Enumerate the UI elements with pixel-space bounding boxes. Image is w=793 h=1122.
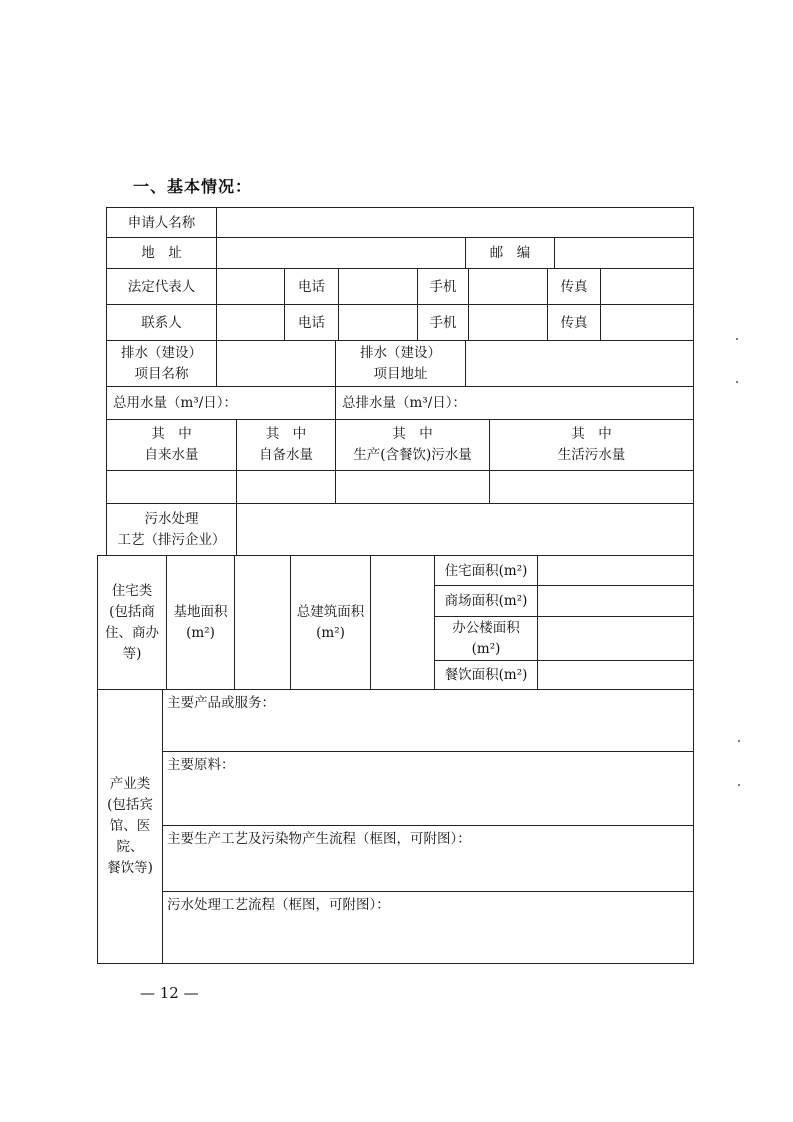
project-address-label-line1: 排水（建设） bbox=[360, 344, 441, 361]
address-input[interactable] bbox=[216, 237, 466, 269]
address-label: 地 址 bbox=[106, 237, 217, 269]
base-area-label-line1: 基地面积 bbox=[173, 603, 228, 620]
legal-rep-fax-input[interactable] bbox=[600, 268, 694, 305]
dining-area-label: 餐饮面积(m²) bbox=[434, 660, 538, 690]
scan-speck bbox=[738, 740, 740, 742]
total-building-area-label-line2: (m²) bbox=[316, 624, 345, 641]
industrial-category-line1: 产业类 bbox=[109, 776, 151, 792]
total-water-use[interactable]: 总用水量（m³/日）： bbox=[106, 386, 336, 420]
contact-tel-label: 电话 bbox=[284, 304, 339, 341]
project-address-label bbox=[335, 340, 466, 387]
domestic-sewage-input[interactable] bbox=[489, 470, 694, 504]
legal-rep-label: 法定代表人 bbox=[106, 268, 217, 305]
residential-category-line1: 住宅类 bbox=[111, 582, 153, 599]
contact-mobile-input[interactable] bbox=[468, 304, 548, 341]
tap-water-header bbox=[106, 419, 237, 471]
legal-rep-mobile-label: 手机 bbox=[417, 268, 469, 305]
residential-category-line4: 等) bbox=[122, 645, 142, 662]
office-area-input[interactable] bbox=[537, 616, 694, 661]
dining-area-input[interactable] bbox=[537, 660, 694, 690]
contact-fax-input[interactable] bbox=[600, 304, 694, 341]
self-water-header-line2: 自备水量 bbox=[259, 447, 313, 463]
domestic-sewage-header bbox=[489, 419, 694, 471]
applicant-label: 申请人名称 bbox=[106, 207, 217, 238]
contact-label: 联系人 bbox=[106, 304, 217, 341]
office-area-label-line2: (m²) bbox=[471, 640, 501, 657]
office-area-label-line1: 办公楼面积 bbox=[452, 619, 520, 636]
contact-fax-label: 传真 bbox=[547, 304, 601, 341]
production-sewage-input[interactable] bbox=[335, 470, 490, 504]
housing-area-label: 住宅面积(m²) bbox=[434, 555, 538, 586]
residential-category-line3: 住、商办 bbox=[105, 624, 159, 641]
base-area-input[interactable] bbox=[234, 555, 291, 690]
legal-rep-mobile-input[interactable] bbox=[468, 268, 548, 305]
legal-rep-tel-label: 电话 bbox=[284, 268, 339, 305]
treatment-label-line1: 污水处理 bbox=[144, 510, 199, 527]
housing-area-input[interactable] bbox=[537, 555, 694, 586]
industrial-category-line2: (包括宾 bbox=[107, 797, 153, 813]
process-label: 主要生产工艺及污染物产生流程（框图，可附图）： bbox=[167, 831, 471, 847]
office-area-label bbox=[434, 616, 538, 661]
domestic-sewage-header-line1: 其 中 bbox=[571, 426, 612, 442]
total-building-area-input[interactable] bbox=[370, 555, 435, 690]
production-sewage-header-line1: 其 中 bbox=[392, 426, 433, 442]
contact-input[interactable] bbox=[216, 304, 285, 341]
total-water-drain[interactable]: 总排水量（m³/日）： bbox=[335, 386, 694, 420]
tap-water-header-line2: 自来水量 bbox=[144, 447, 199, 463]
products-label: 主要产品或服务： bbox=[167, 695, 275, 711]
contact-mobile-label: 手机 bbox=[417, 304, 469, 341]
self-water-header bbox=[236, 419, 336, 471]
base-area-label-line2: (m²) bbox=[186, 624, 215, 641]
mall-area-label: 商场面积(m²) bbox=[434, 585, 538, 617]
legal-rep-tel-input[interactable] bbox=[338, 268, 418, 305]
project-name-input[interactable] bbox=[216, 340, 336, 387]
tap-water-header-line1: 其 中 bbox=[151, 426, 192, 442]
basic-info-table bbox=[97, 207, 694, 964]
project-name-label-line2: 项目名称 bbox=[134, 365, 189, 382]
legal-rep-fax-label: 传真 bbox=[547, 268, 601, 305]
project-name-label-line1: 排水（建设） bbox=[121, 344, 202, 361]
wastewater-process-field[interactable] bbox=[162, 891, 694, 964]
domestic-sewage-header-line2: 生活污水量 bbox=[557, 447, 626, 463]
applicant-input[interactable] bbox=[216, 207, 694, 238]
scan-speck bbox=[736, 381, 738, 383]
process-field[interactable] bbox=[162, 825, 694, 892]
production-sewage-header-line2: 生产(含餐饮)污水量 bbox=[353, 447, 472, 463]
materials-field[interactable] bbox=[162, 751, 694, 826]
wastewater-process-label: 污水处理工艺流程（框图，可附图）： bbox=[167, 897, 390, 913]
total-building-area-label bbox=[290, 555, 371, 690]
tap-water-input[interactable] bbox=[106, 470, 237, 504]
self-water-header-line1: 其 中 bbox=[265, 426, 307, 442]
treatment-label bbox=[106, 503, 237, 556]
scan-speck bbox=[736, 338, 738, 340]
treatment-input[interactable] bbox=[236, 503, 694, 556]
self-water-input[interactable] bbox=[236, 470, 336, 504]
industrial-category-label bbox=[97, 689, 163, 964]
production-sewage-header bbox=[335, 419, 490, 471]
project-address-input[interactable] bbox=[465, 340, 694, 387]
scan-speck bbox=[738, 784, 740, 786]
project-name-label bbox=[106, 340, 217, 387]
contact-tel-input[interactable] bbox=[338, 304, 418, 341]
mall-area-input[interactable] bbox=[537, 585, 694, 617]
products-field[interactable] bbox=[162, 689, 694, 752]
total-building-area-label-line1: 总建筑面积 bbox=[296, 603, 365, 620]
residential-category-line2: (包括商 bbox=[109, 603, 155, 620]
project-address-label-line2: 项目地址 bbox=[373, 365, 428, 382]
base-area-label bbox=[166, 555, 235, 690]
legal-rep-input[interactable] bbox=[216, 268, 285, 305]
section-title: 一、基本情况： bbox=[133, 177, 253, 196]
postcode-input[interactable] bbox=[554, 237, 694, 269]
industrial-category-line3: 馆、医院、 bbox=[109, 818, 151, 855]
page-number: — 12 — bbox=[140, 984, 199, 1002]
treatment-label-line2: 工艺（排污企业） bbox=[117, 531, 226, 548]
industrial-category-line4: 餐饮等) bbox=[107, 860, 153, 876]
postcode-label: 邮 编 bbox=[465, 237, 555, 269]
materials-label: 主要原料： bbox=[167, 757, 235, 773]
residential-category-label bbox=[97, 555, 167, 690]
